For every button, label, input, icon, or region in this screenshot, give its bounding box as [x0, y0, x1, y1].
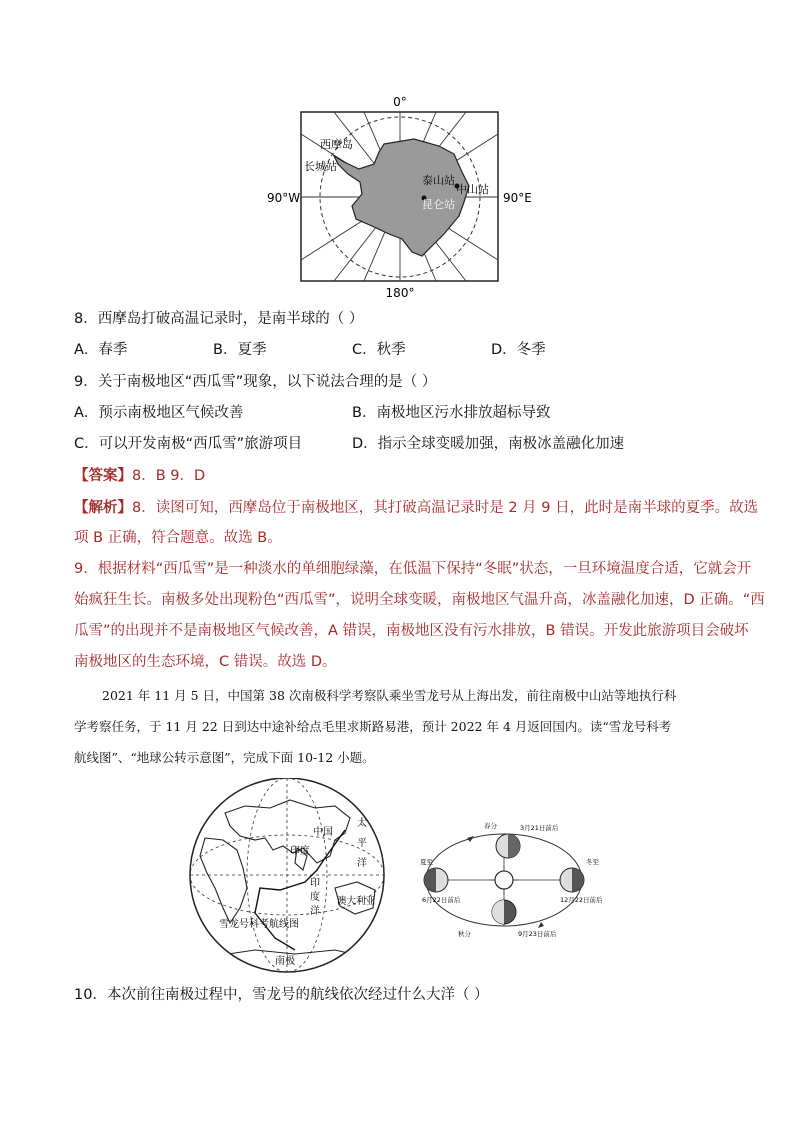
analysis-line-5: 瓜雪”的出现并不是南极地区气候改善，A 错误，南极地区没有污水排放，B 错误。开发此旅游项目会破坏 [74, 623, 749, 639]
antarctica-map-figure [264, 94, 536, 302]
label-pacific-3: 洋 [357, 858, 367, 869]
analysis-line-6: 南极地区的生态环境，C 错误。故选 D。 [74, 654, 337, 670]
analysis-line-4: 始疯狂生长。南极多处出现粉色“西瓜雪”，说明全球变暖，南极地区气温升高，冰盖融化加速，D 正确。“西 [74, 592, 765, 608]
label-summer-date: 6月22日前后 [422, 896, 461, 904]
q9-option-a: A．预示南极地区气候改善 [74, 405, 244, 421]
label-taishan-station: 泰山站 [422, 174, 455, 187]
label-180deg: 180° [385, 286, 415, 300]
label-indian-ocean-3: 洋 [310, 906, 320, 917]
label-changcheng-station: 长城站 [304, 160, 337, 173]
q9-option-b: B．南极地区污水排放超标导致 [352, 405, 551, 421]
label-90e: 90°E [503, 191, 532, 205]
label-summer-solstice: 夏至 [420, 858, 433, 866]
label-0deg: 0° [393, 95, 407, 109]
label-90w: 90°W [267, 191, 301, 205]
answer-text: 8．B 9．D [132, 468, 206, 484]
earth-autumn-icon [492, 900, 516, 924]
analysis-tag: 【解析】 [74, 500, 132, 516]
material-line-1: 2021 年 11 月 5 日，中国第 38 次南极科学考察队乘坐雪龙号从上海出发，前往南极中山站等地执行科 [102, 688, 677, 703]
label-pacific-2: 平 [357, 838, 367, 849]
label-autumn-equinox: 秋分 [458, 930, 471, 938]
q9-option-c: C．可以开发南极“西瓜雪”旅游项目 [74, 436, 303, 452]
earth-winter-icon [560, 868, 584, 892]
label-zhongshan-station: 中山站 [456, 183, 489, 196]
analysis-line-2: 项 B 正确，符合题意。故选 B。 [74, 530, 282, 546]
label-spring-date: 3月21日前后 [520, 824, 559, 832]
material-line-2: 学考察任务，于 11 月 22 日到达中途补给点毛里求斯路易港，预计 2022 年 4 月返回国内。读“雪龙号科考 [74, 719, 672, 734]
label-china: 中国 [313, 827, 333, 838]
q8-option-b: B．夏季 [213, 342, 267, 358]
label-winter-date: 12月22日前后 [560, 896, 603, 904]
answer-tag: 【答案】 [74, 468, 132, 484]
analysis-text-1: 8．读图可知，西摩岛位于南极地区，其打破高温记录时是 2 月 9 日，此时是南半球的夏季。故选 [132, 500, 759, 516]
question-10-stem: 10．本次前往南极过程中，雪龙号的航线依次经过什么大洋（ ） [74, 987, 489, 1003]
label-ximo-island: 西摩岛 [320, 138, 353, 151]
q8-option-d: D．冬季 [491, 342, 546, 358]
label-indian-ocean-1: 印 [310, 878, 320, 889]
label-indian-ocean-2: 度 [310, 892, 320, 903]
xuelong-route-map-figure [185, 778, 395, 974]
q9-option-d: D．指示全球变暖加强，南极冰盖融化加速 [352, 436, 625, 452]
route-map-caption: 雪龙号科考航线图 [219, 919, 299, 930]
answer-line [74, 466, 205, 486]
label-kunlun-station: 昆仑站 [422, 198, 455, 211]
label-pacific-1: 太 [357, 818, 367, 829]
analysis-line-1 [74, 498, 758, 518]
question-9-stem: 9．关于南极地区“西瓜雪”现象，以下说法合理的是（ ） [74, 374, 437, 390]
material-line-3: 航线图”、“地球公转示意图”，完成下面 10-12 小题。 [74, 750, 375, 765]
label-winter-solstice: 冬至 [586, 858, 599, 866]
earth-summer-icon [424, 868, 448, 892]
label-autumn-date: 9月23日前后 [518, 930, 557, 938]
label-australia: 澳大利亚 [337, 896, 376, 907]
q8-option-c: C．秋季 [352, 342, 406, 358]
earth-spring-icon [496, 834, 520, 858]
q8-option-a: A．春季 [74, 342, 128, 358]
analysis-line-3: 9．根据材料“西瓜雪”是一种淡水的单细胞绿藻，在低温下保持“冬眠”状态，一旦环境温度合适，它就会开 [74, 561, 752, 577]
earth-revolution-figure [412, 818, 612, 940]
label-antarctica: 南极 [275, 956, 295, 967]
sun-icon [495, 871, 513, 889]
question-8-stem: 8．西摩岛打破高温记录时，是南半球的（ ） [74, 311, 364, 327]
label-spring-equinox: 春分 [484, 822, 497, 830]
label-india: 印度 [290, 846, 310, 857]
